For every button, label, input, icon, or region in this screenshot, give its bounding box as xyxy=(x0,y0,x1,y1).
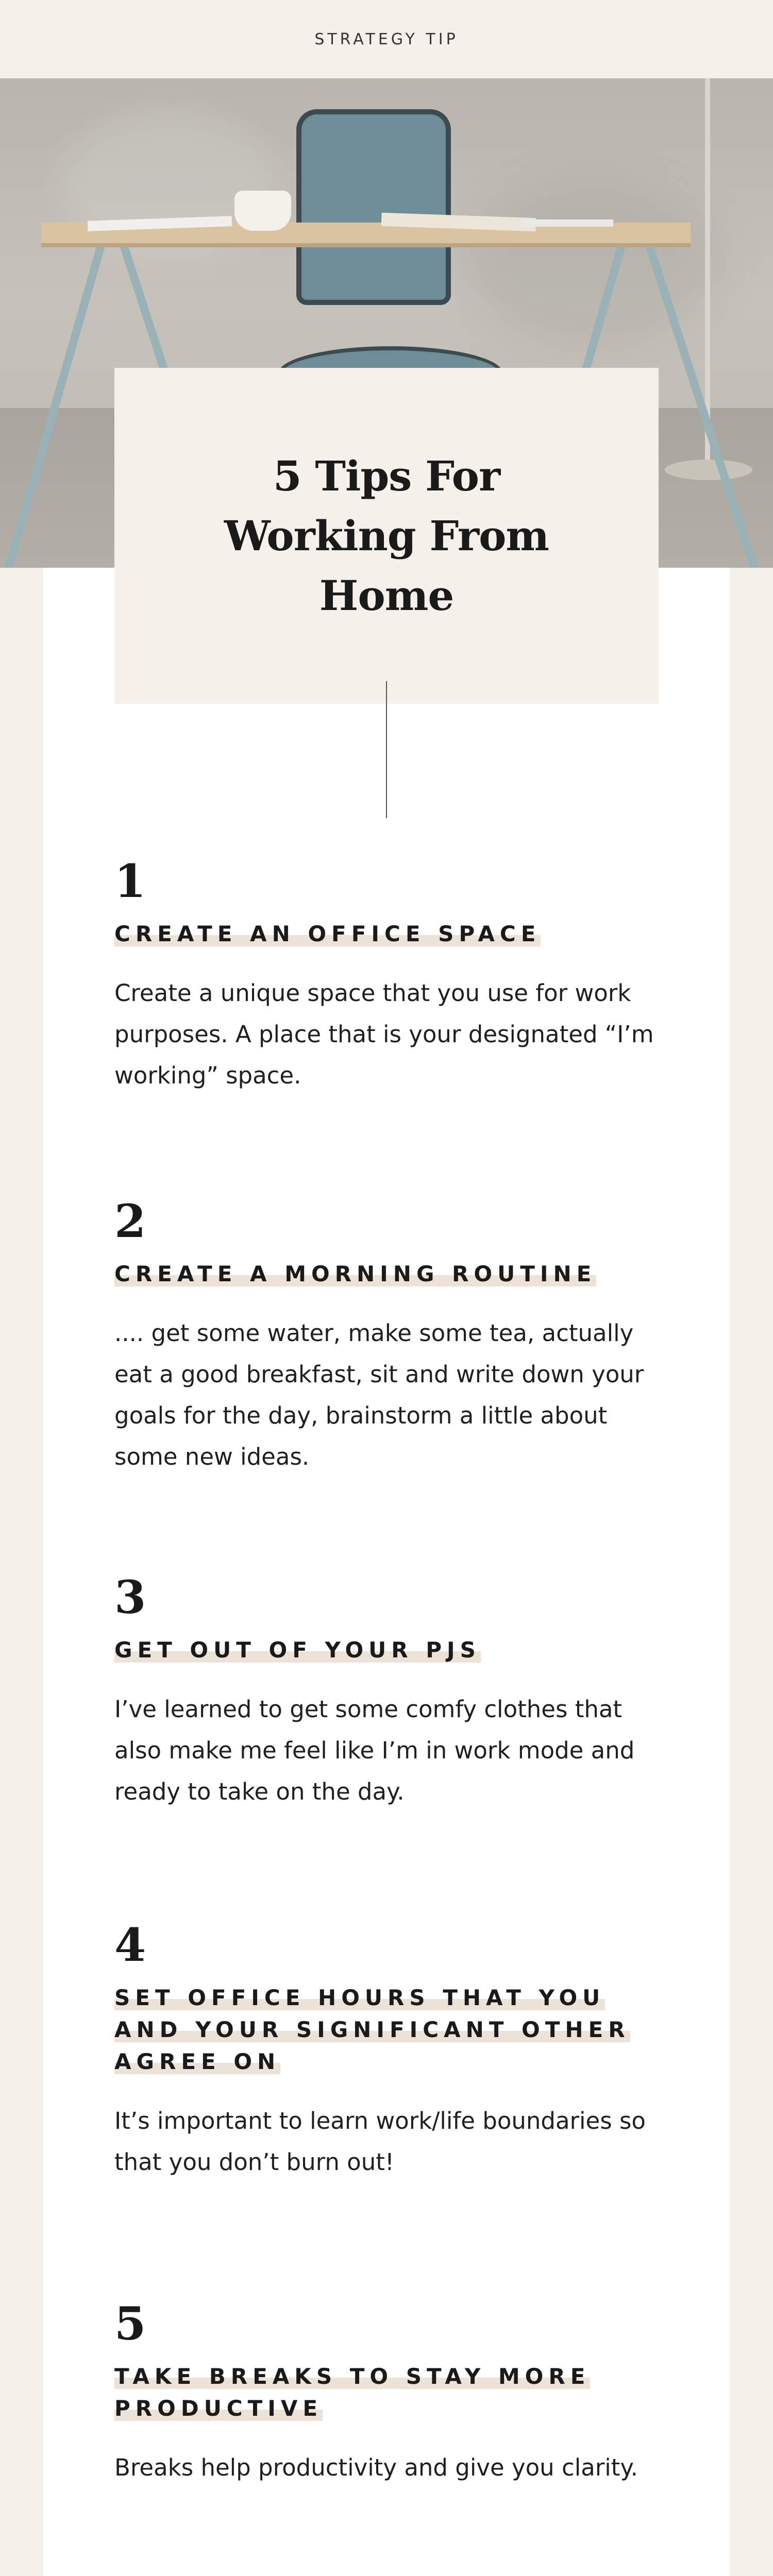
title-line: Working From xyxy=(224,512,549,560)
strategy-tip-label: STRATEGY TIP xyxy=(314,30,459,48)
mug xyxy=(234,191,291,231)
tip-item xyxy=(114,1571,671,1812)
chair-back xyxy=(296,109,451,305)
tip-heading: CREATE AN OFFICE SPACE xyxy=(114,921,541,946)
tip-heading: SET OFFICE HOURS THAT YOU AND YOUR SIGNIFICANT OTHER AGREE ON xyxy=(114,1985,630,2074)
vertical-divider xyxy=(386,681,387,818)
title-card xyxy=(114,368,659,704)
title-line: 5 Tips For xyxy=(273,452,500,500)
tip-item xyxy=(114,1919,671,2183)
tip-body: I’ve learned to get some comfy clothes that also make me feel like I’m in work mode and ready to take on the day. xyxy=(114,1696,635,1805)
tip-heading: GET OUT OF YOUR PJS xyxy=(114,1637,481,1663)
title-line: Home xyxy=(319,571,454,620)
wall-texture xyxy=(464,181,721,346)
tip-heading: CREATE A MORNING ROUTINE xyxy=(114,1261,597,1286)
tip-body: Breaks help productivity and give you clarity. xyxy=(114,2454,638,2481)
tip-number: 1 xyxy=(114,854,146,908)
desk-papers xyxy=(520,219,613,227)
page-title xyxy=(224,446,549,625)
tip-heading: TAKE BREAKS TO STAY MORE PRODUCTIVE xyxy=(114,2364,591,2421)
tip-item xyxy=(114,855,671,1096)
tip-item xyxy=(114,1195,671,1478)
tip-number: 4 xyxy=(114,1918,146,1972)
tip-body: .... get some water, make some tea, actually eat a good breakfast, sit and write down your goals for the day, brainstorm a little about some new ideas. xyxy=(114,1319,644,1470)
floor-lamp-base xyxy=(665,460,752,480)
tip-item xyxy=(114,2298,671,2488)
tip-number: 5 xyxy=(114,2297,146,2350)
tip-number: 3 xyxy=(114,1570,146,1624)
tip-number: 2 xyxy=(114,1194,146,1248)
tip-body: It’s important to learn work/life boundaries so that you don’t burn out! xyxy=(114,2107,646,2176)
tip-body: Create a unique space that you use for work purposes. A place that is your designated “I’m working” space. xyxy=(114,979,654,1089)
